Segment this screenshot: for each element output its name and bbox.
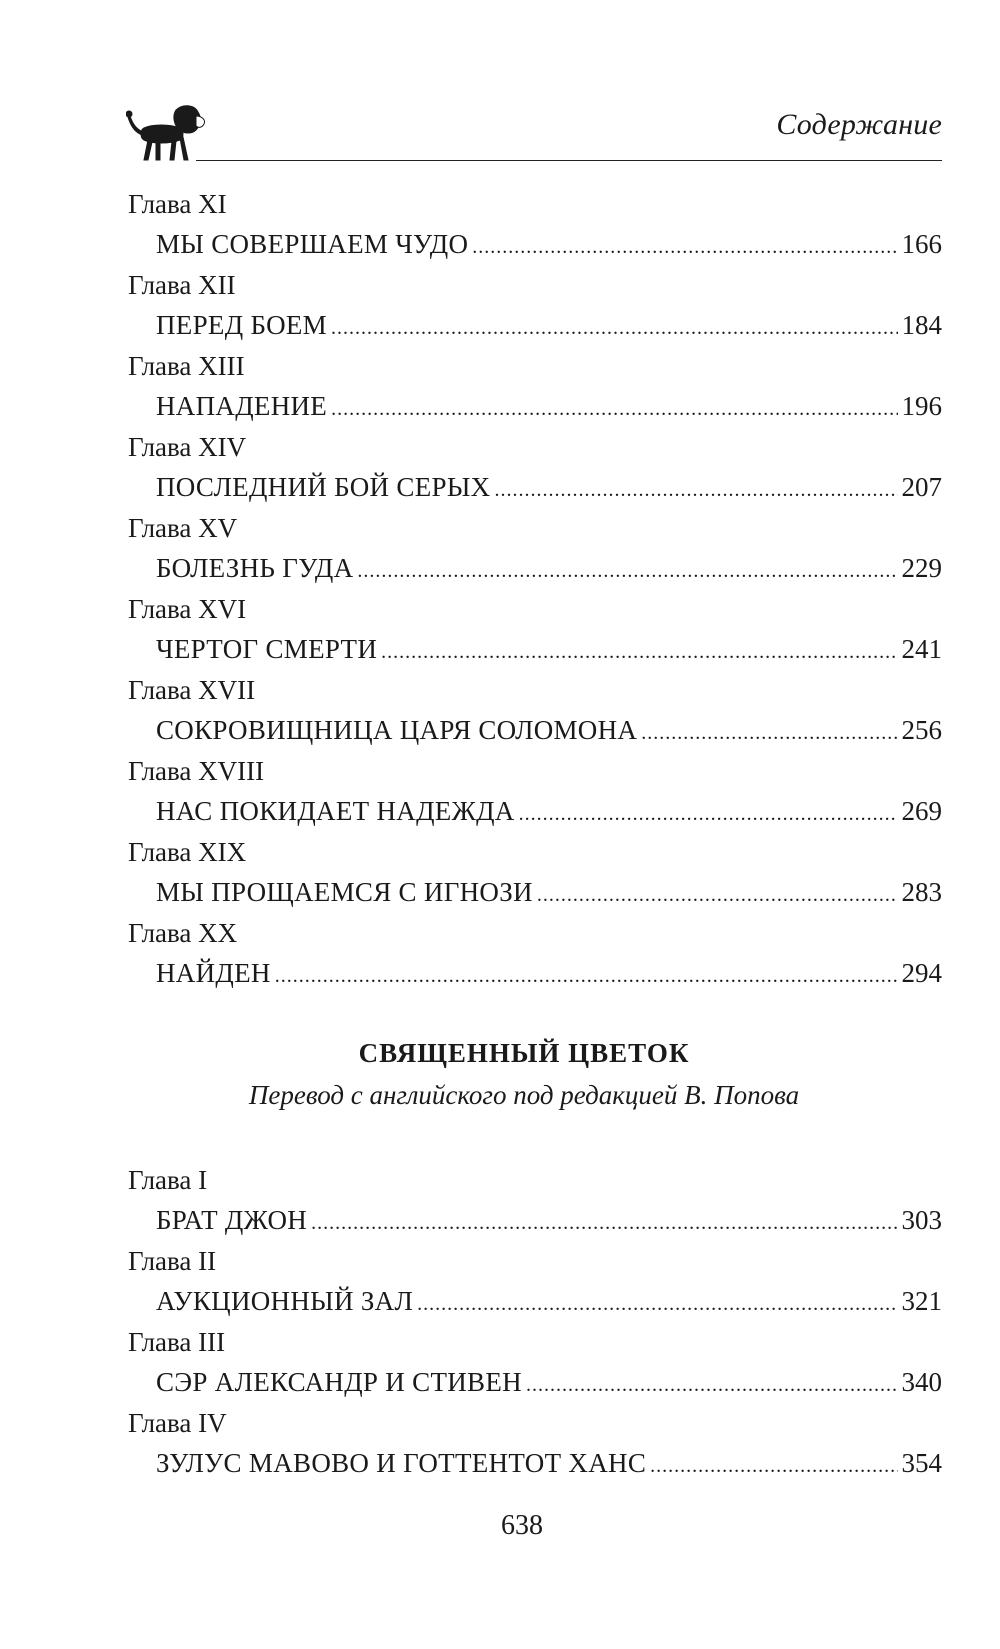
toc-entry-page: 283	[901, 877, 942, 907]
toc-entry-title: ЧЕРТОГ СМЕРТИ	[156, 634, 378, 664]
header-title: Содержание	[776, 108, 942, 141]
section-subtitle: Перевод с английского под редакцией В. Попова	[248, 1080, 800, 1110]
toc-entry	[128, 305, 942, 346]
toc-list-part1	[128, 184, 942, 994]
toc-leader-dots	[526, 1362, 898, 1406]
toc-entry-page: 184	[901, 310, 942, 340]
toc-leader-dots	[537, 872, 898, 916]
page-number: 638	[501, 1510, 543, 1541]
toc-entry	[128, 1362, 942, 1403]
toc-entry-page: 340	[901, 1367, 942, 1397]
toc-entry-title: АУКЦИОННЫЙ ЗАЛ	[156, 1286, 414, 1316]
toc-entry-page: 229	[901, 553, 942, 583]
toc-entry	[128, 710, 942, 751]
toc-chapter-label: Глава II	[128, 1246, 217, 1276]
lion-icon	[126, 104, 208, 164]
toc-leader-dots	[650, 1443, 897, 1487]
toc-leader-dots	[519, 791, 898, 835]
toc-entry	[128, 791, 942, 832]
toc-chapter-label: Глава XX	[128, 918, 238, 948]
toc-chapter-label: Глава XIV	[128, 432, 247, 462]
toc-entry-title: БОЛЕЗНЬ ГУДА	[156, 553, 354, 583]
toc-entry	[128, 1200, 942, 1241]
toc-chapter-label: Глава XVII	[128, 675, 256, 705]
toc-entry-title: ПЕРЕД БОЕМ	[156, 310, 327, 340]
toc-chapter-label: Глава XVI	[128, 594, 247, 624]
toc-entry-title: МЫ СОВЕРШАЕМ ЧУДО	[156, 229, 469, 259]
toc-chapter-label: Глава XV	[128, 513, 238, 543]
toc-entry	[128, 1443, 942, 1484]
toc-leader-dots	[472, 224, 897, 268]
toc-chapter-label: Глава XI	[128, 189, 227, 219]
toc-entry	[128, 548, 942, 589]
toc-entry	[128, 953, 942, 994]
toc-entry	[128, 629, 942, 670]
toc-chapter-label: Глава XIX	[128, 837, 247, 867]
toc-chapter-label: Глава XII	[128, 270, 236, 300]
toc-entry	[128, 872, 942, 913]
toc-entry-title: СЭР АЛЕКСАНДР И СТИВЕН	[156, 1367, 522, 1397]
toc-entry-title: ЗУЛУС МАВОВО И ГОТТЕНТОТ ХАНС	[156, 1448, 647, 1478]
toc-entry-page: 269	[901, 796, 942, 826]
toc-entry-page: 354	[901, 1448, 942, 1478]
toc-leader-dots	[357, 548, 897, 592]
toc-leader-dots	[331, 305, 898, 349]
toc-entry-page: 241	[901, 634, 942, 664]
toc-entry	[128, 1281, 942, 1322]
section-heading	[0, 1033, 1000, 1117]
toc-entry-title: БРАТ ДЖОН	[156, 1205, 308, 1235]
toc-entry-page: 196	[901, 391, 942, 421]
toc-entry-title: МЫ ПРОЩАЕМСЯ С ИГНОЗИ	[156, 877, 533, 907]
toc-entry-page: 294	[901, 958, 942, 988]
toc-entry-page: 321	[901, 1286, 942, 1316]
toc-list-part2	[128, 1160, 942, 1484]
toc-leader-dots	[641, 710, 897, 754]
toc-chapter-label: Глава III	[128, 1327, 226, 1357]
toc-chapter-label: Глава IV	[128, 1408, 227, 1438]
toc-entry-page: 207	[901, 472, 942, 502]
running-header	[126, 100, 942, 162]
toc-entry-title: СОКРОВИЩНИЦА ЦАРЯ СОЛОМОНА	[156, 715, 638, 745]
toc-leader-dots	[417, 1281, 897, 1325]
toc-entry	[128, 224, 942, 265]
toc-entry-page: 303	[901, 1205, 942, 1235]
toc-entry-title: НАЙДЕН	[156, 958, 271, 988]
toc-chapter-label: Глава XIII	[128, 351, 245, 381]
toc-entry-title: НАПАДЕНИЕ	[156, 391, 328, 421]
toc-entry-title: ПОСЛЕДНИЙ БОЙ СЕРЫХ	[156, 472, 491, 502]
section-title: СВЯЩЕННЫЙ ЦВЕТОК	[358, 1038, 690, 1068]
toc-chapter-label: Глава XVIII	[128, 756, 265, 786]
toc-chapter-label: Глава I	[128, 1165, 208, 1195]
toc-entry	[128, 467, 942, 508]
toc-entry-page: 256	[901, 715, 942, 745]
toc-leader-dots	[381, 629, 897, 673]
toc-leader-dots	[494, 467, 897, 511]
toc-leader-dots	[331, 386, 897, 430]
toc-entry	[128, 386, 942, 427]
toc-leader-dots	[311, 1200, 897, 1244]
toc-leader-dots	[275, 953, 898, 997]
toc-entry-page: 166	[901, 229, 942, 259]
header-rule	[196, 160, 942, 161]
toc-entry-title: НАС ПОКИДАЕТ НАДЕЖДА	[156, 796, 515, 826]
